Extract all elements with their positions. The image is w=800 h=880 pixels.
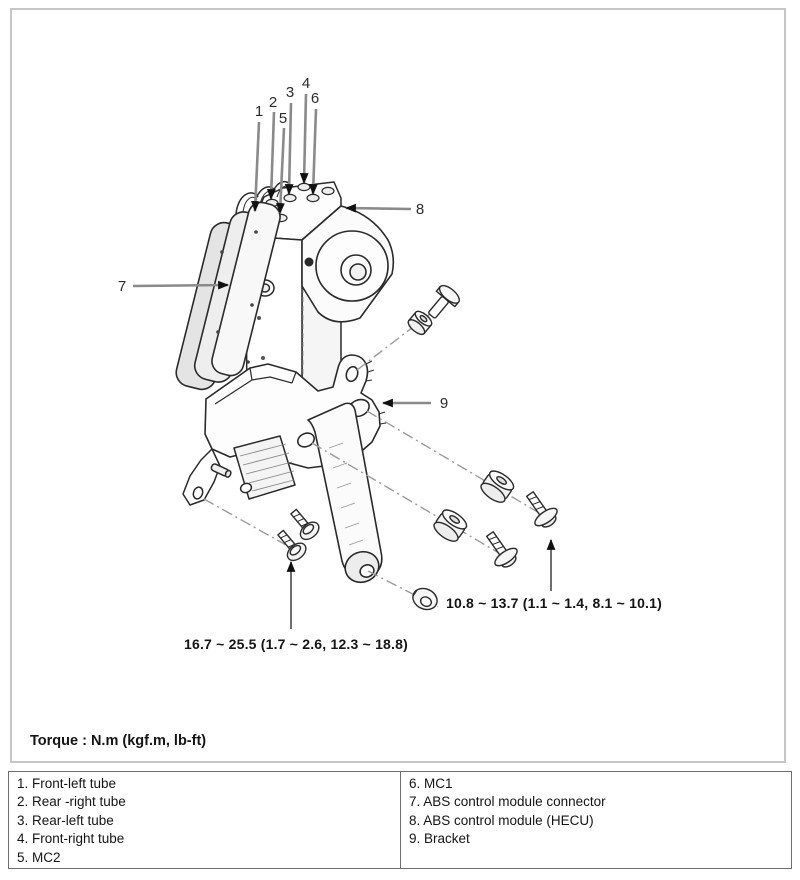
legend-item: 9. Bracket <box>409 831 470 847</box>
torque-value-right: 10.8 ~ 13.7 (1.1 ~ 1.4, 8.1 ~ 10.1) <box>446 595 662 611</box>
flange-bolt <box>519 487 562 533</box>
mounting-nut <box>409 585 440 614</box>
torque-units-note: Torque : N.m (kgf.m, lb-ft) <box>30 733 207 749</box>
legend-item: 6. MC1 <box>409 776 453 791</box>
callout-2: 2 <box>268 94 278 111</box>
torque-value-left: 16.7 ~ 25.5 (1.7 ~ 2.6, 12.3 ~ 18.8) <box>184 636 408 652</box>
legend-column-right <box>401 772 791 868</box>
callout-3: 3 <box>285 84 295 101</box>
callout-6: 6 <box>310 90 320 107</box>
legend-column-left <box>9 772 401 868</box>
bracket-flange <box>183 449 232 505</box>
legend-item: 2. Rear -right tube <box>17 794 126 810</box>
legend-table <box>8 771 792 869</box>
callout-1: 1 <box>254 103 264 120</box>
legend-item: 5. MC2 <box>17 849 61 865</box>
leader-arrow-6 <box>313 109 316 194</box>
leader-arrow-2 <box>271 112 274 199</box>
callout-7: 7 <box>117 278 127 295</box>
callout-8: 8 <box>415 201 425 218</box>
callout-5: 5 <box>278 110 288 127</box>
leader-arrow-4 <box>304 94 306 183</box>
rubber-bushing <box>431 507 469 545</box>
legend-item: 1. Front-left tube <box>17 776 117 791</box>
legend-item: 8. ABS control module (HECU) <box>409 812 594 828</box>
rubber-bushing <box>478 468 516 506</box>
callout-9: 9 <box>439 395 449 412</box>
legend-item: 7. ABS control module connector <box>409 794 606 810</box>
leader-arrow-8 <box>346 208 411 209</box>
flange-bolt <box>479 527 522 573</box>
callout-4: 4 <box>301 75 311 92</box>
legend-item: 3. Rear-left tube <box>17 812 114 828</box>
legend-item: 4. Front-right tube <box>17 831 125 847</box>
hex-bolt <box>286 505 323 543</box>
leader-arrow-7 <box>133 285 228 286</box>
